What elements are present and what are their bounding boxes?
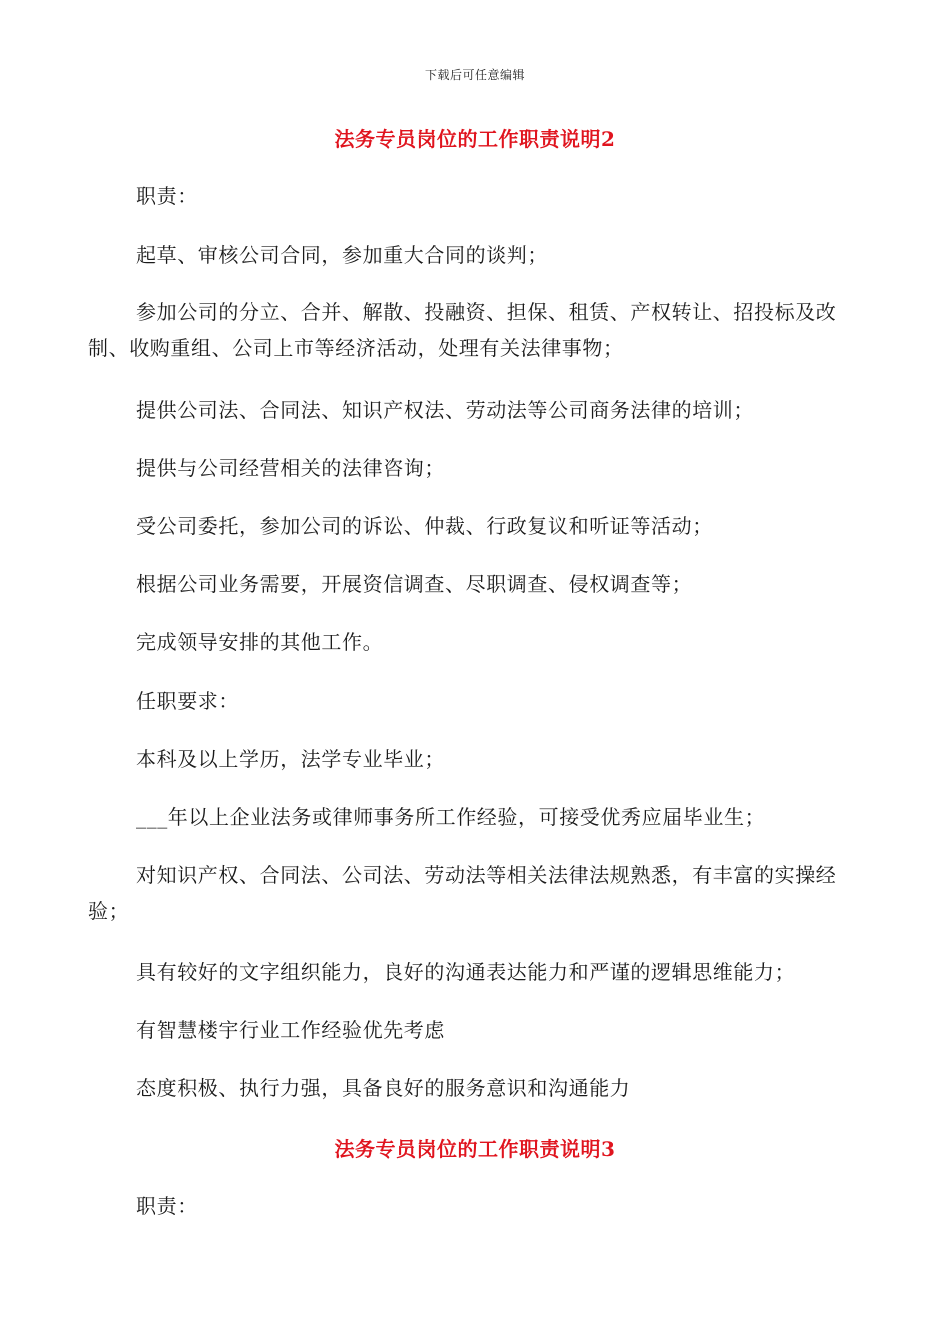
paragraph: 根据公司业务需要，开展资信调查、尽职调查、侵权调查等； xyxy=(136,572,693,596)
paragraph: 完成领导安排的其他工作。 xyxy=(136,630,384,654)
paragraph: 对知识产权、合同法、公司法、劳动法等相关法律法规熟悉，有丰富的实操经验； xyxy=(88,863,837,923)
paragraph: 有智慧楼宇行业工作经验优先考虑 xyxy=(136,1018,445,1042)
paragraph: 态度积极、执行力强，具备良好的服务意识和沟通能力 xyxy=(136,1076,631,1100)
paragraph: 参加公司的分立、合并、解散、投融资、担保、租赁、产权转让、招投标及改制、收购重组、公司上市等经济活动，处理有关法律事物； xyxy=(88,300,837,360)
section-title-3: 法务专员岗位的工作职责说明3 xyxy=(334,1137,616,1161)
paragraph: ___年以上企业法务或律师事务所工作经验，可接受优秀应届毕业生； xyxy=(136,805,766,829)
paragraph-requirements-heading: 任职要求： xyxy=(136,689,239,713)
paragraph: 本科及以上学历，法学专业毕业； xyxy=(136,747,445,771)
paragraph: 起草、审核公司合同，参加重大合同的谈判； xyxy=(136,243,548,267)
paragraph-duties-heading: 职责： xyxy=(136,1194,198,1218)
section-title-2: 法务专员岗位的工作职责说明2 xyxy=(334,127,616,151)
paragraph: 提供与公司经营相关的法律咨询； xyxy=(136,456,445,480)
paragraph: 具有较好的文字组织能力，良好的沟通表达能力和严谨的逻辑思维能力； xyxy=(136,960,796,984)
paragraph: 受公司委托，参加公司的诉讼、仲裁、行政复议和听证等活动； xyxy=(136,514,713,538)
header-note: 下载后可任意编辑 xyxy=(424,68,525,82)
paragraph-duties-heading: 职责： xyxy=(136,184,198,208)
paragraph: 提供公司法、合同法、知识产权法、劳动法等公司商务法律的培训； xyxy=(136,398,754,422)
